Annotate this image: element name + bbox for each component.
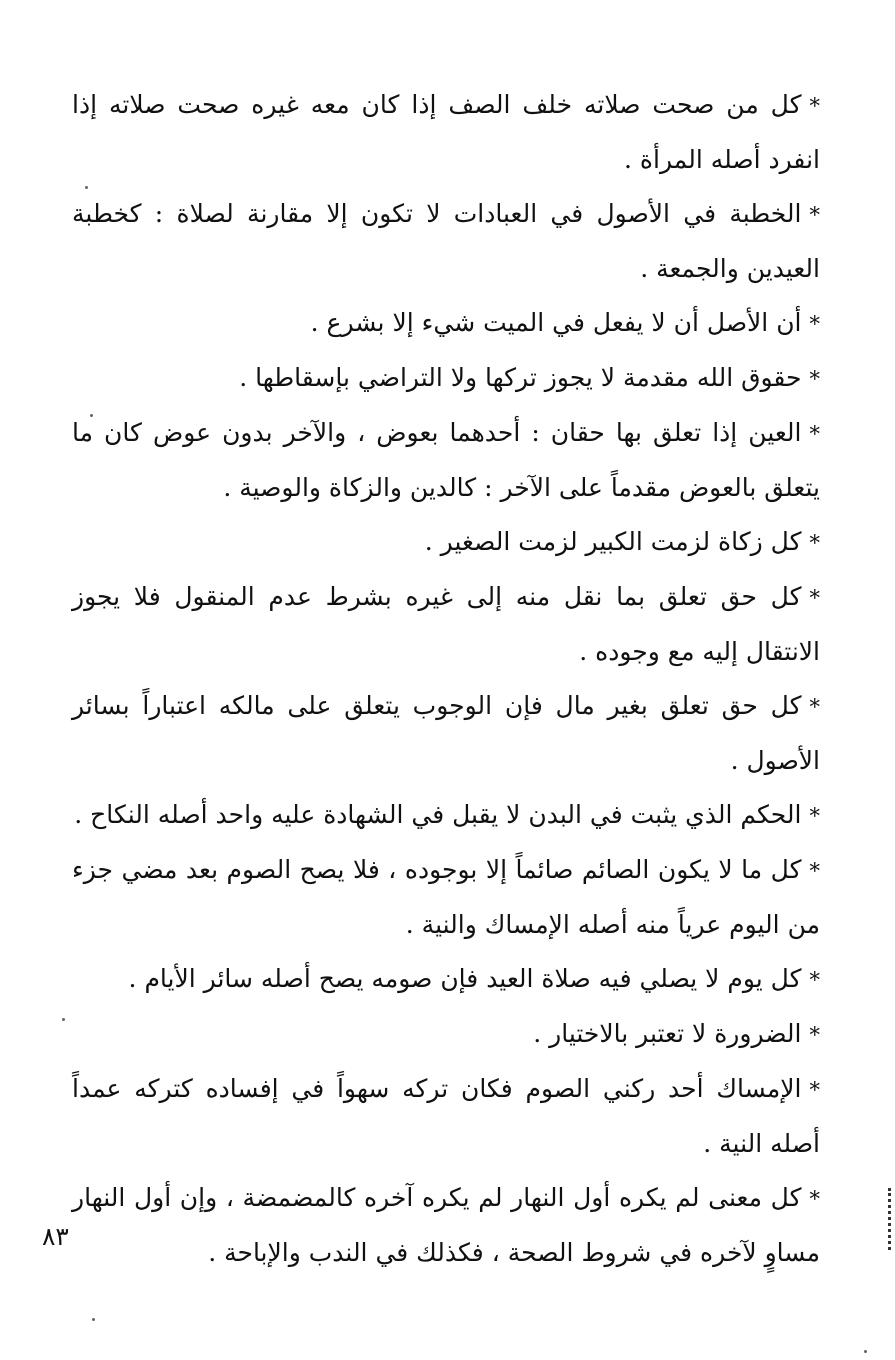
asterisk-bullet-icon: * [809,1023,820,1047]
rule-entry [72,952,820,1007]
page-number: ٨٣ [42,1222,69,1251]
rule-entry [72,570,820,679]
asterisk-bullet-icon: * [809,586,820,610]
rule-entry [72,296,820,351]
rule-text: كل من صحت صلاته خلف الصف إذا كان معه غيره صحت صلاته إذا انفرد أصله المرأة . [72,90,820,174]
rule-text: الضرورة لا تعتبر بالاختيار . [533,1019,802,1048]
rule-entry [72,679,820,788]
rule-text: كل حق تعلق بما نقل منه إلى غيره بشرط عدم المنقول فلا يجوز الانتقال إليه مع وجوده . [72,582,820,666]
scan-speck [92,1318,95,1321]
scan-speck [864,1350,867,1353]
rule-entry [72,788,820,843]
asterisk-bullet-icon: * [809,859,820,883]
asterisk-bullet-icon: * [809,1187,820,1211]
rule-text: كل ما لا يكون الصائم صائماً إلا بوجوده ، فلا يصح الصوم بعد مضي جزء من اليوم عرياً منه أصله الإمساك والنية . [72,855,820,939]
rule-text: الخطبة في الأصول في العبادات لا تكون إلا مقارنة لصلاة : كخطبة العيدين والجمعة . [72,199,820,283]
rules-list [72,78,820,1280]
asterisk-bullet-icon: * [809,422,820,446]
rule-text: العين إذا تعلق بها حقان : أحدهما بعوض ، والآخر بدون عوض كان ما يتعلق بالعوض مقدماً على الآخر : كالدين والزكاة والوصية . [72,418,820,502]
rule-entry [72,78,820,187]
rule-text: الحكم الذي يثبت في البدن لا يقبل في الشهادة عليه واحد أصله النكاح . [74,800,802,829]
scan-speck [62,1018,65,1021]
asterisk-bullet-icon: * [809,531,820,555]
scan-edge-mark [884,1188,891,1250]
scan-speck [90,414,93,417]
asterisk-bullet-icon: * [809,695,820,719]
rule-entry [72,843,820,952]
rule-entry [72,1062,820,1171]
rule-entry [72,187,820,296]
asterisk-bullet-icon: * [809,312,820,336]
asterisk-bullet-icon: * [809,1078,820,1102]
rule-entry [72,351,820,406]
rule-entry [72,1171,820,1280]
asterisk-bullet-icon: * [809,968,820,992]
rule-text: كل زكاة لزمت الكبير لزمت الصغير . [424,527,802,556]
rule-text: أن الأصل أن لا يفعل في الميت شيء إلا بشرع . [310,308,802,337]
rule-entry [72,515,820,570]
rule-text: حقوق الله مقدمة لا يجوز تركها ولا التراضي بإسقاطها . [239,363,802,392]
asterisk-bullet-icon: * [809,804,820,828]
rule-text: كل معنى لم يكره أول النهار لم يكره آخره كالمضمضة ، وإن أول النهار مساوٍ لآخره في شروط الصحة ، فكذلك في الندب والإباحة . [72,1183,820,1267]
rule-text: الإمساك أحد ركني الصوم فكان تركه سهواً في إفساده كتركه عمداً أصله النية . [72,1074,820,1158]
rule-entry [72,1007,820,1062]
rule-text: كل حق تعلق بغير مال فإن الوجوب يتعلق على مالكه اعتباراً بسائر الأصول . [72,691,820,775]
asterisk-bullet-icon: * [809,367,820,391]
asterisk-bullet-icon: * [809,203,820,227]
rule-entry [72,406,820,515]
scan-speck [85,186,88,189]
rule-text: كل يوم لا يصلي فيه صلاة العيد فإن صومه يصح أصله سائر الأيام . [128,964,802,993]
asterisk-bullet-icon: * [809,94,820,118]
